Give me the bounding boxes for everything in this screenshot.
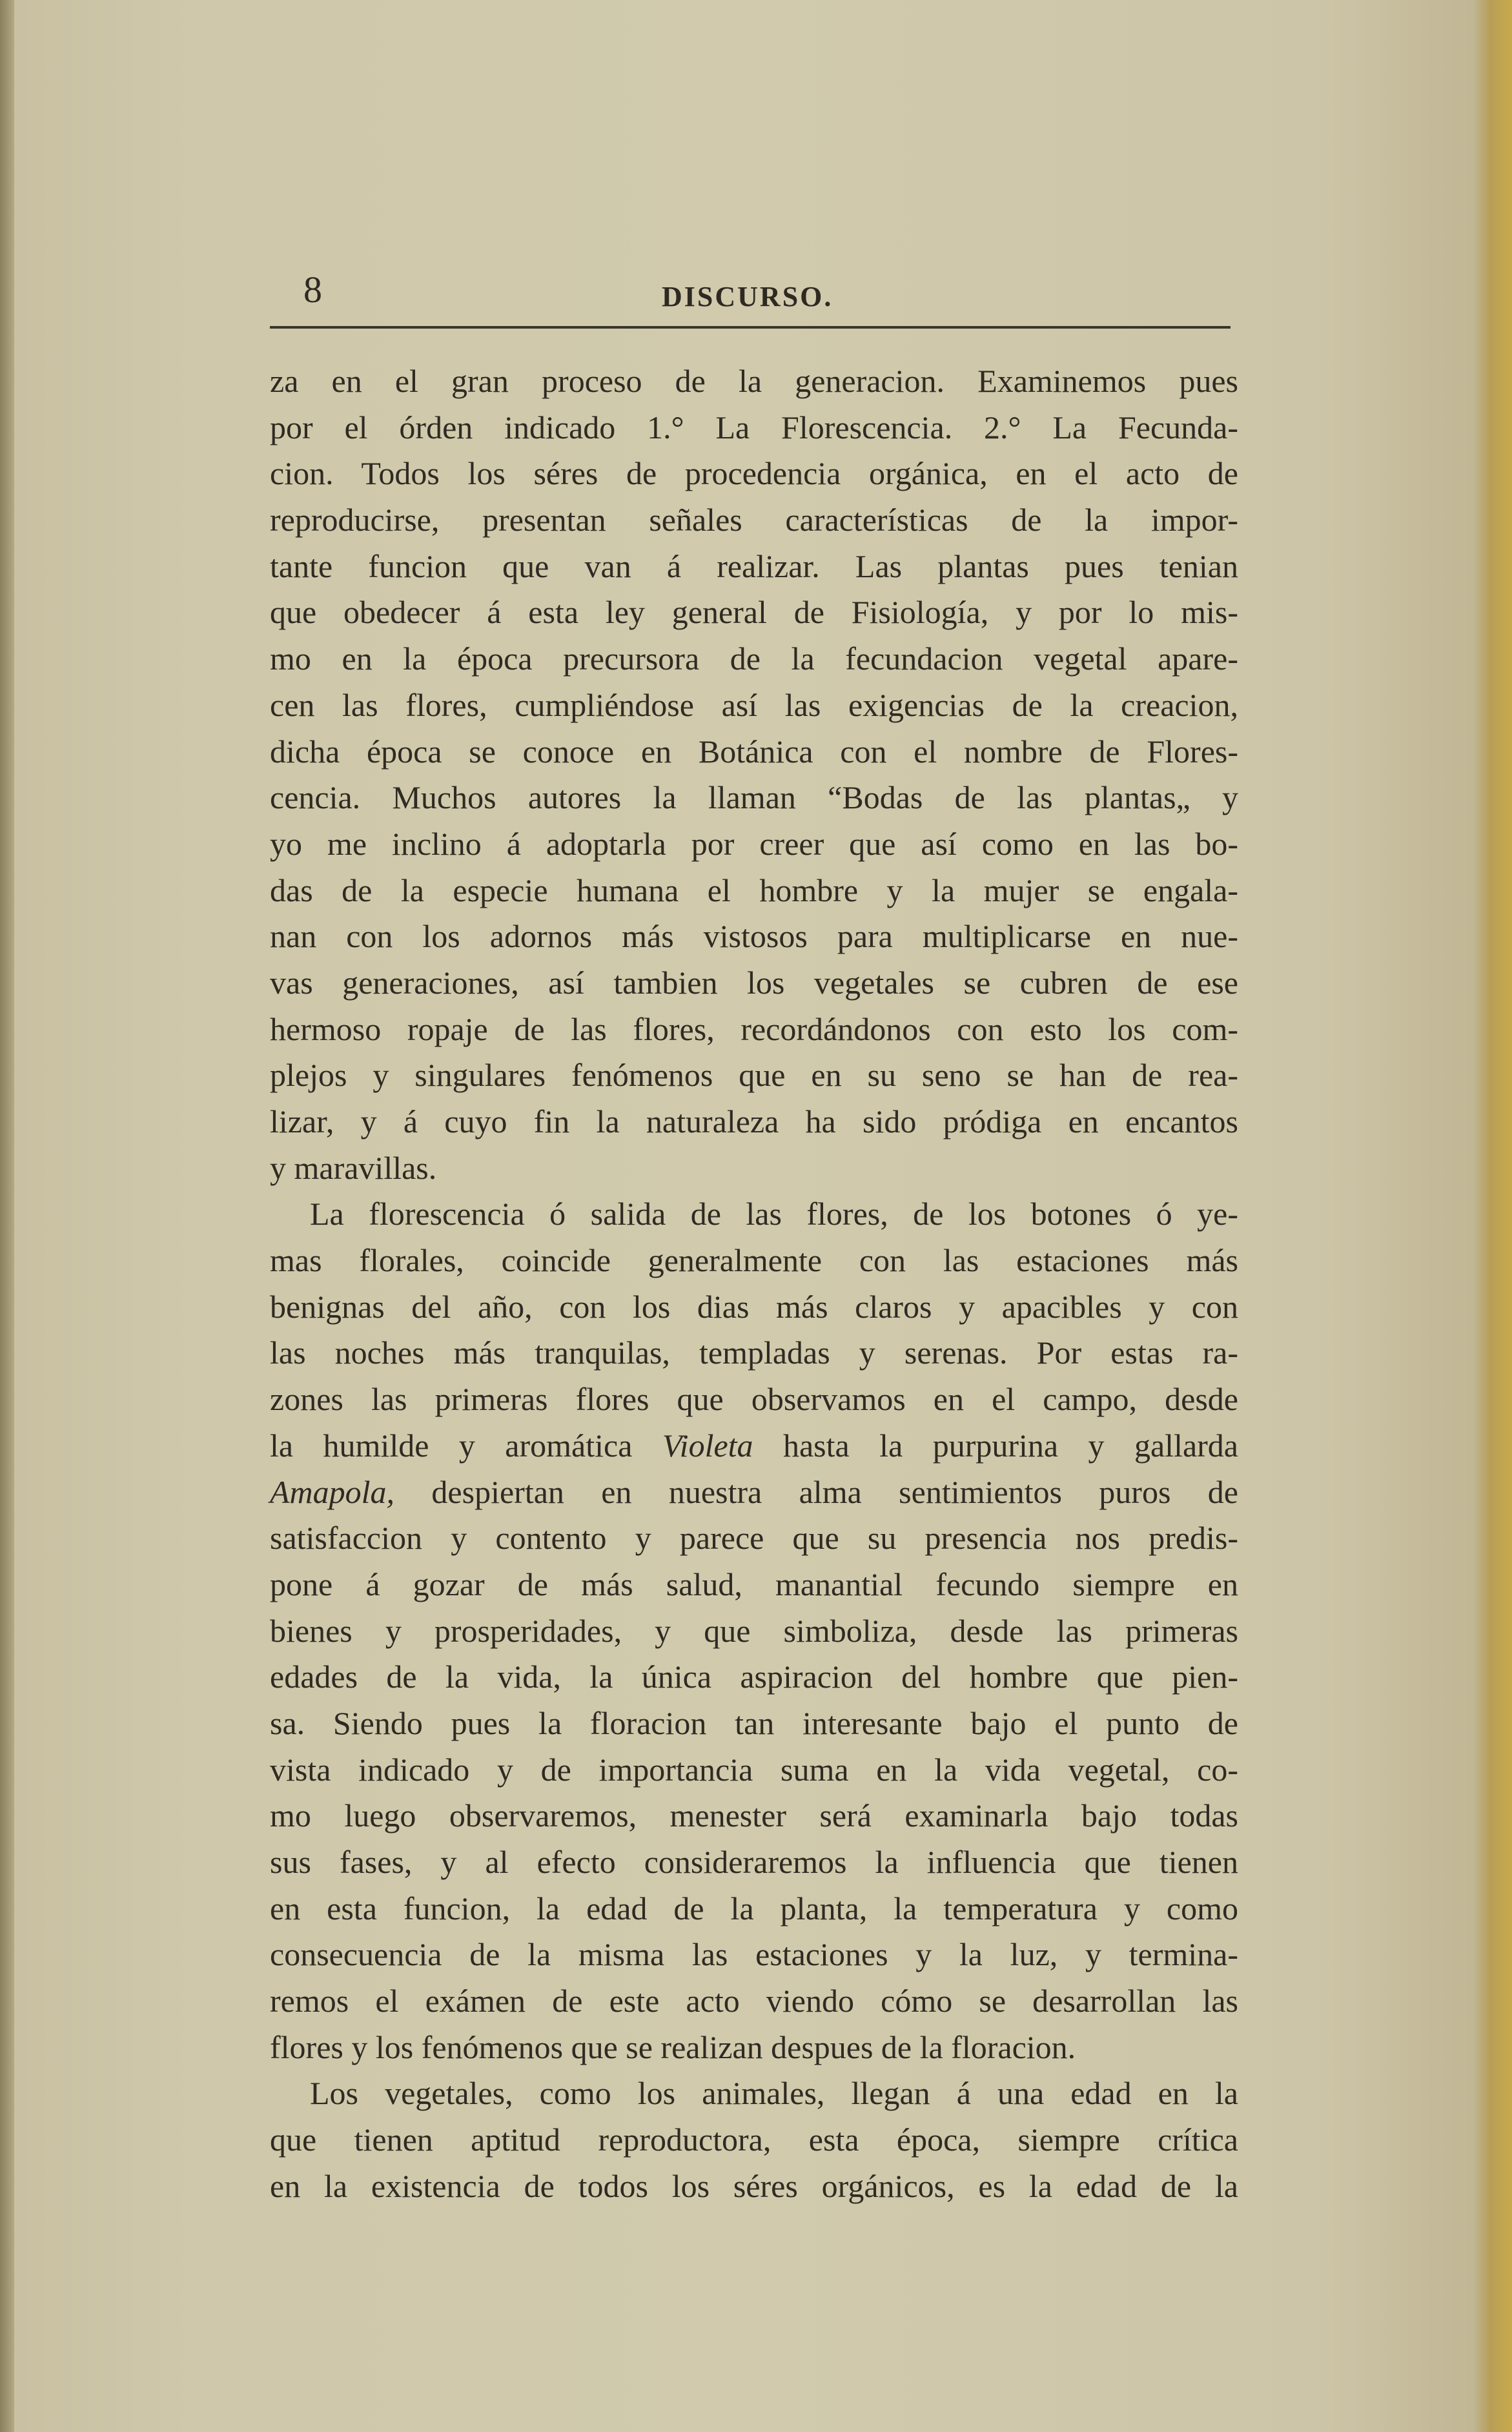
text-line: za en el gran proceso de la generacion. Examinemos pues: [270, 363, 1238, 399]
text-line: mo luego observaremos, menester será examinarla bajo todas: [270, 1797, 1238, 1834]
text-line: pone á gozar de más salud, manantial fecundo siempre en: [270, 1566, 1238, 1602]
page-number: 8: [303, 269, 322, 311]
text-line: las noches más tranquilas, templadas y serenas. Por estas ra-: [270, 1334, 1238, 1371]
text-line: y maravillas.: [270, 1149, 437, 1186]
page-edge: [1473, 0, 1512, 2432]
text-line: vas generaciones, así tambien los vegetales se cubren de ese: [270, 964, 1238, 1001]
text-line: hermoso ropaje de las flores, recordándonos con esto los com-: [270, 1010, 1238, 1047]
body-text: [270, 358, 1238, 2210]
book-spine-shadow: [0, 0, 14, 2432]
text-line: edades de la vida, la única aspiracion del hombre que pien-: [270, 1659, 1238, 1695]
text-line: sus fases, y al efecto consideraremos la influencia que tienen: [270, 1844, 1238, 1880]
text-line: flores y los fenómenos que se realizan despues de la floracion.: [270, 2028, 1076, 2065]
text-line: benignas del año, con los dias más claros y apacibles y con: [270, 1288, 1238, 1325]
text-line: vista indicado y de importancia suma en la vida vegetal, co-: [270, 1751, 1238, 1788]
text-line: tante funcion que van á realizar. Las plantas pues tenian: [270, 547, 1238, 584]
text-run: hasta la purpurina y gallarda: [753, 1427, 1239, 1464]
text-line: sa. Siendo pues la floracion tan interesante bajo el punto de: [270, 1704, 1238, 1741]
running-head: [0, 0, 1512, 336]
header-rule: [270, 326, 1231, 329]
italic-term: Violeta: [662, 1427, 753, 1464]
text-line: yo me inclino á adoptarla por creer que así como en las bo-: [270, 825, 1238, 862]
text-line: zones las primeras flores que observamos en el campo, desde: [270, 1381, 1238, 1418]
text-line: [270, 1423, 1238, 1469]
text-line: plejos y singulares fenómenos que en su seno se han de rea-: [270, 1057, 1238, 1094]
text-line: cion. Todos los séres de procedencia orgánica, en el acto de: [270, 455, 1238, 492]
text-run: despiertan en nuestra alma sentimientos puros de: [394, 1473, 1238, 1510]
text-line: que tienen aptitud reproductora, esta época, siempre crítica: [270, 2121, 1238, 2158]
text-run: la humilde y aromática: [270, 1427, 662, 1464]
text-line: lizar, y á cuyo fin la naturaleza ha sido pródiga en encantos: [270, 1103, 1238, 1139]
italic-term: Amapola,: [270, 1473, 395, 1510]
text-line: La florescencia ó salida de las flores, de los botones ó ye-: [310, 1196, 1238, 1232]
text-line: reproducirse, presentan señales características de la impor-: [270, 502, 1238, 538]
text-line: mo en la época precursora de la fecundacion vegetal apare-: [270, 640, 1238, 677]
text-line: por el órden indicado 1.° La Florescencia. 2.° La Fecunda-: [270, 409, 1238, 445]
text-line: que obedecer á esta ley general de Fisiología, y por lo mis-: [270, 594, 1238, 631]
text-line: satisfaccion y contento y parece que su presencia nos predis-: [270, 1520, 1238, 1557]
text-line: nan con los adornos más vistosos para multiplicarse en nue-: [270, 918, 1238, 955]
text-line: cencia. Muchos autores la llaman “Bodas de las plantas„ y: [270, 779, 1238, 816]
text-line: cen las flores, cumpliéndose así las exigencias de la creacion,: [270, 686, 1238, 723]
running-title: DISCURSO.: [662, 281, 833, 312]
text-line: en la existencia de todos los séres orgánicos, es la edad de la: [270, 2167, 1238, 2204]
text-line: consecuencia de la misma las estaciones y la luz, y termina-: [270, 1936, 1238, 1973]
text-line: bienes y prosperidades, y que simboliza, desde las primeras: [270, 1612, 1238, 1649]
text-line: mas florales, coincide generalmente con las estaciones más: [270, 1242, 1238, 1279]
text-line: Los vegetales, como los animales, llegan á una edad en la: [310, 2075, 1238, 2112]
text-line: remos el exámen de este acto viendo cómo se desarrollan las: [270, 1983, 1238, 2019]
text-line: en esta funcion, la edad de la planta, la temperatura y como: [270, 1890, 1238, 1926]
text-line: [270, 1469, 1238, 1516]
text-line: dicha época se conoce en Botánica con el nombre de Flores-: [270, 733, 1238, 770]
text-line: das de la especie humana el hombre y la mujer se engala-: [270, 872, 1238, 908]
